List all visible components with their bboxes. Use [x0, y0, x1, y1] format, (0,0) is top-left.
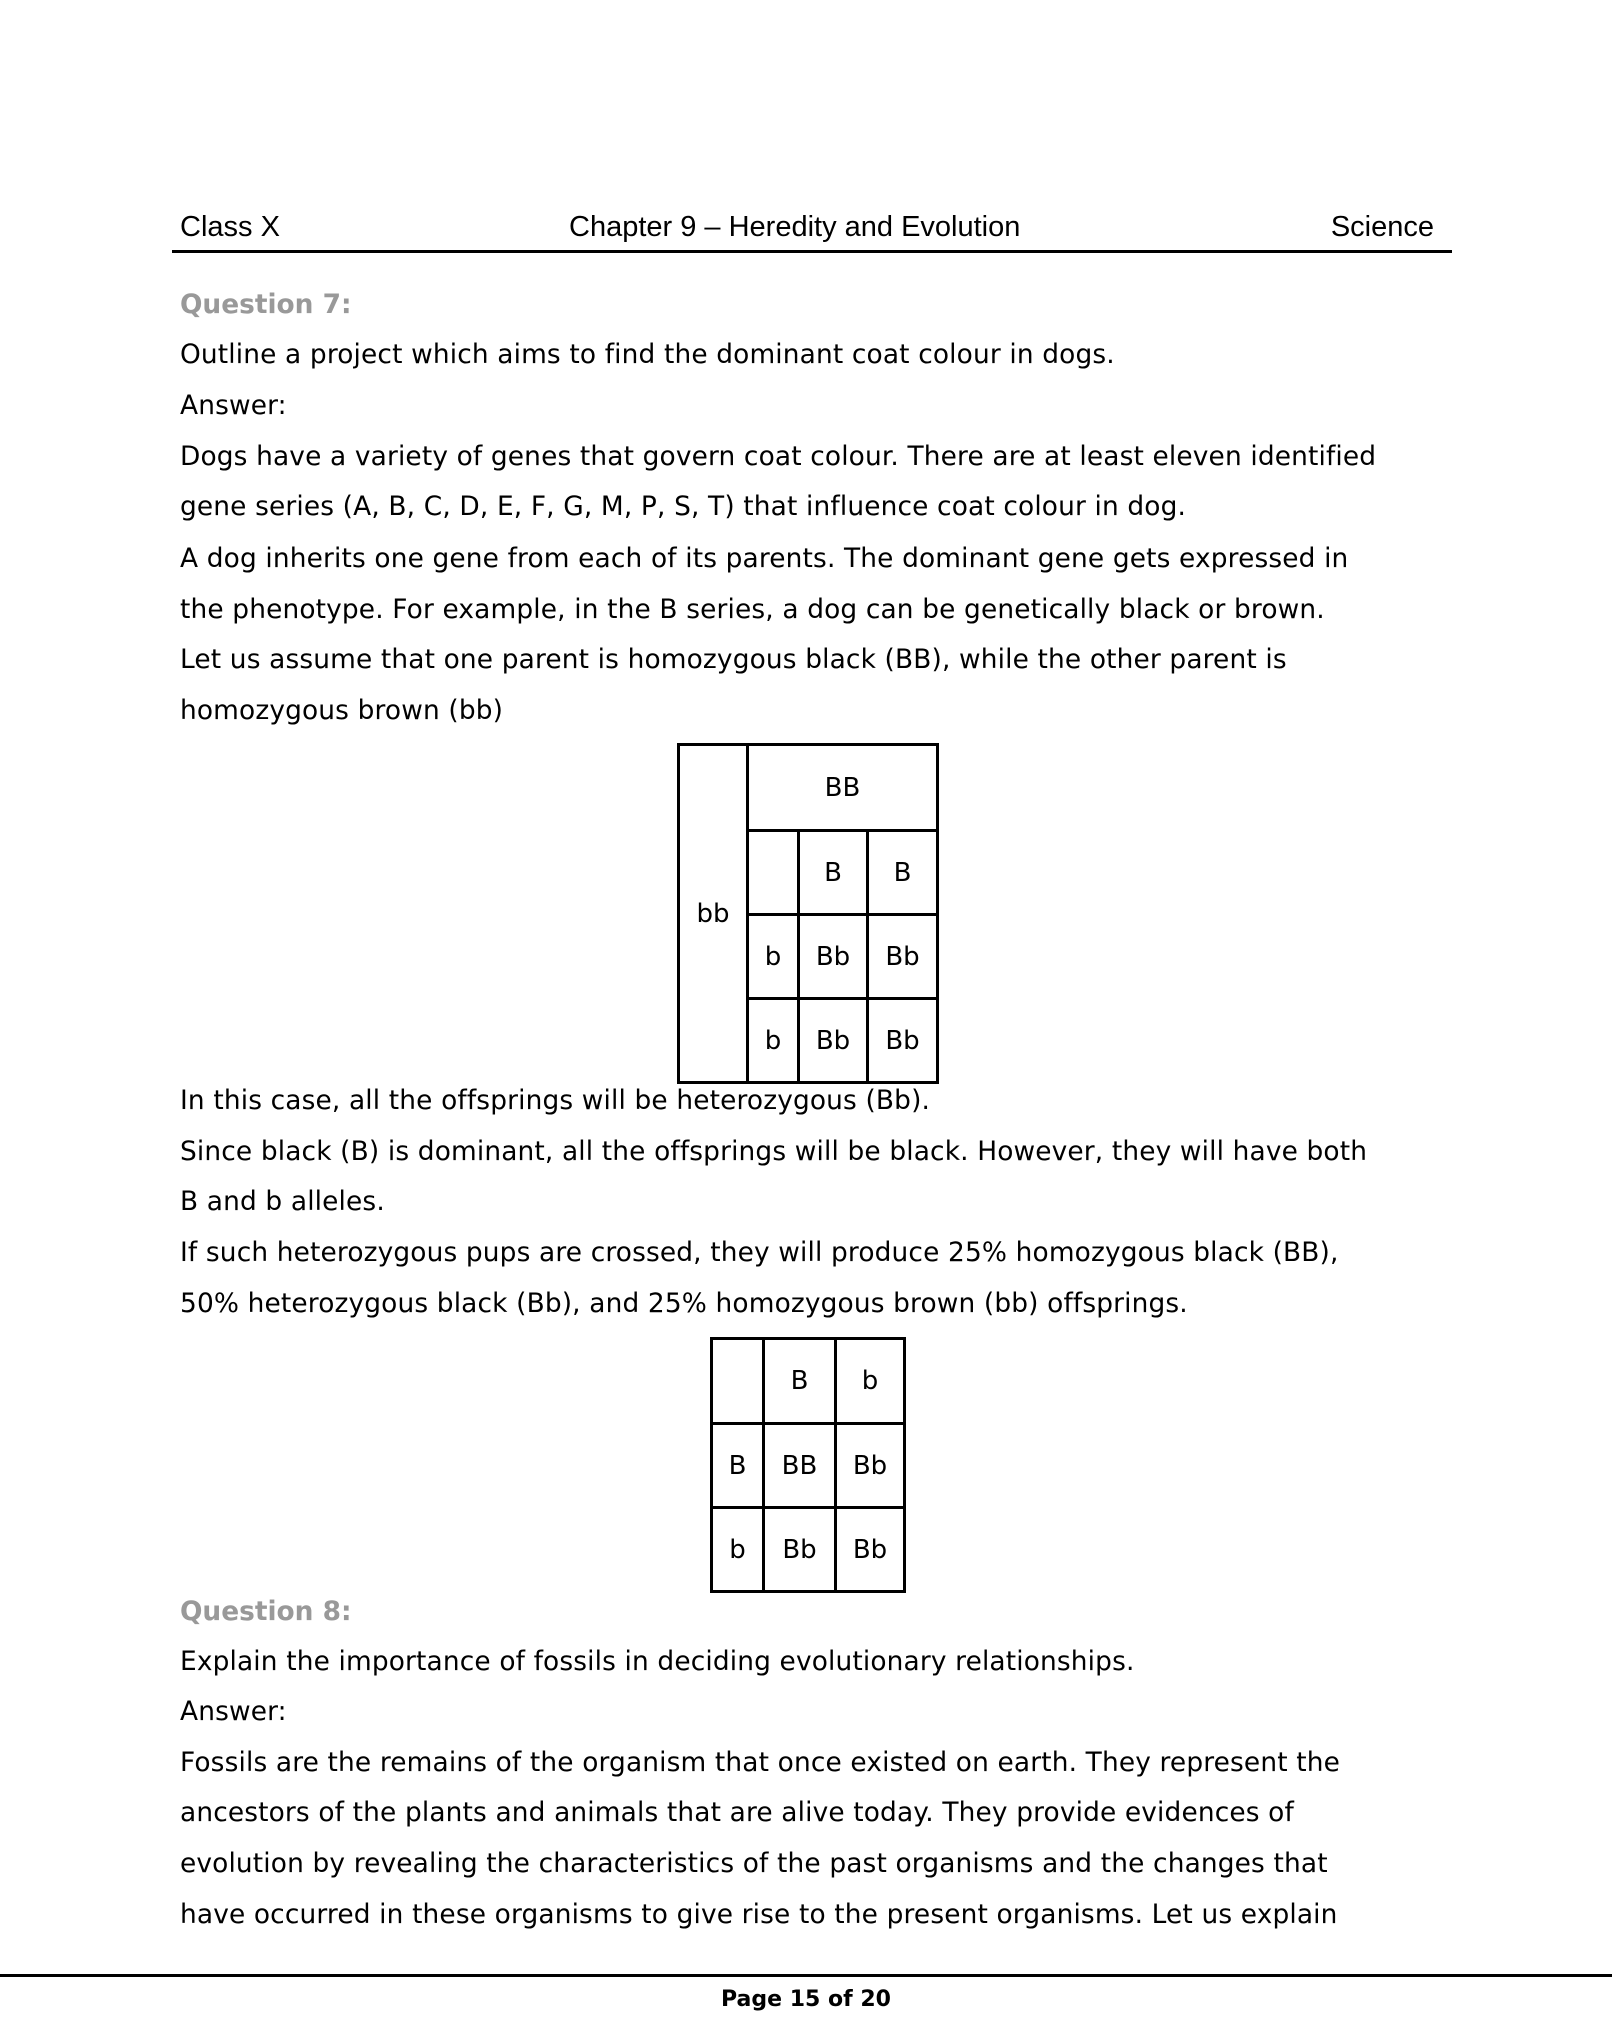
offspring-cell: Bb	[868, 915, 938, 999]
answer-7-line: Dogs have a variety of genes that govern coat colour. There are at least eleven identified	[180, 441, 1377, 472]
answer-7-line: 50% heterozygous black (Bb), and 25% homozygous brown (bb) offsprings.	[180, 1288, 1188, 1319]
parent-left-genotype: bb	[679, 745, 748, 1083]
answer-7-line: If such heterozygous pups are crossed, they will produce 25% homozygous black (BB),	[180, 1237, 1339, 1268]
gamete-header: B	[764, 1339, 836, 1424]
parent-top-genotype: BB	[748, 745, 938, 831]
gamete-row-label: b	[712, 1508, 764, 1592]
page-number: Page 15 of 20	[721, 1987, 891, 2012]
gamete-header: B	[868, 831, 938, 915]
header-divider	[172, 250, 1452, 253]
answer-7-line: gene series (A, B, C, D, E, F, G, M, P, S, T) that influence coat colour in dog.	[180, 491, 1187, 522]
gamete-header: b	[836, 1339, 905, 1424]
answer-7-line: homozygous brown (bb)	[180, 695, 504, 726]
corner-cell	[748, 831, 799, 915]
question-8-label: Question 8:	[180, 1596, 352, 1627]
answer-8-line: have occurred in these organisms to give rise to the present organisms. Let us explain	[180, 1899, 1338, 1930]
answer-7-line: Since black (B) is dominant, all the offsprings will be black. However, they will have both	[180, 1136, 1368, 1167]
offspring-cell: Bb	[799, 999, 868, 1083]
header-subject: Science	[1330, 211, 1434, 243]
offspring-cell: Bb	[836, 1508, 905, 1592]
question-7-label: Question 7:	[180, 289, 352, 320]
punnett-square-Bb-x-Bb	[710, 1337, 906, 1593]
answer-7-line: the phenotype. For example, in the B series, a dog can be genetically black or brown.	[180, 594, 1325, 625]
gamete-row-label: B	[712, 1424, 764, 1508]
footer-divider	[0, 1974, 1612, 1977]
question-7-text: Outline a project which aims to find the dominant coat colour in dogs.	[180, 339, 1115, 370]
answer-8-label: Answer:	[180, 1696, 287, 1727]
offspring-cell: Bb	[836, 1424, 905, 1508]
offspring-cell: Bb	[799, 915, 868, 999]
corner-cell	[712, 1339, 764, 1424]
gamete-row-label: b	[748, 999, 799, 1083]
answer-8-line: Fossils are the remains of the organism that once existed on earth. They represent the	[180, 1747, 1340, 1778]
answer-7-line: B and b alleles.	[180, 1186, 385, 1217]
answer-7-line: In this case, all the offsprings will be heterozygous (Bb).	[180, 1085, 931, 1116]
answer-7-line: A dog inherits one gene from each of its parents. The dominant gene gets expressed in	[180, 543, 1349, 574]
gamete-row-label: b	[748, 915, 799, 999]
offspring-cell: Bb	[764, 1508, 836, 1592]
offspring-cell: Bb	[868, 999, 938, 1083]
header-class: Class X	[180, 211, 280, 243]
answer-7-label: Answer:	[180, 390, 287, 421]
header-chapter-title: Chapter 9 – Heredity and Evolution	[569, 211, 1021, 243]
offspring-cell: BB	[764, 1424, 836, 1508]
answer-8-line: evolution by revealing the characteristics of the past organisms and the changes that	[180, 1848, 1328, 1879]
answer-7-line: Let us assume that one parent is homozygous black (BB), while the other parent is	[180, 644, 1287, 675]
punnett-square-bb-x-BB	[677, 743, 939, 1084]
question-8-text: Explain the importance of fossils in deciding evolutionary relationships.	[180, 1646, 1135, 1677]
gamete-header: B	[799, 831, 868, 915]
answer-8-line: ancestors of the plants and animals that are alive today. They provide evidences of	[180, 1797, 1294, 1828]
